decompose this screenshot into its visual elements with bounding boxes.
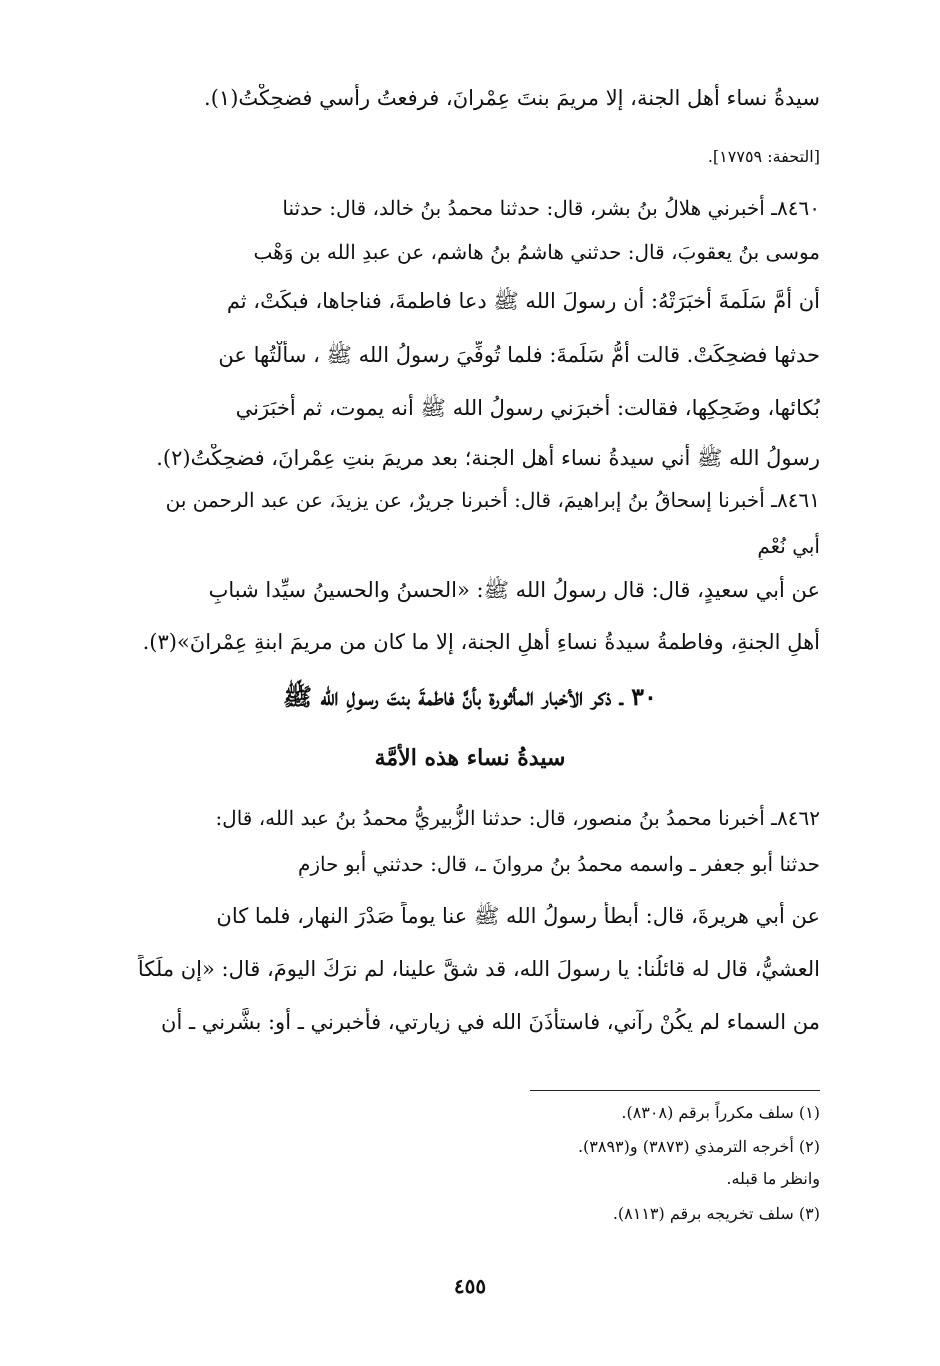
text-line: عن أبي سعيدٍ، قال: قال رسولُ الله ﷺ: «الحسنُ والحسينُ سيِّدا شبابِ	[208, 578, 820, 602]
footnote: (١) سلف مكرراً برقم (٨٣٠٨).	[621, 1103, 820, 1122]
text-line: حدثنا أبو جعفر ـ واسمه محمدُ بنُ مروانَ ـ، قال: حدثني أبو حازمٍ	[297, 852, 820, 876]
page-number: ٤٥٥	[453, 1274, 487, 1298]
chapter-heading-subtitle: سيدةُ نساء هذه الأمَّة	[374, 745, 566, 771]
hadith-8460-opening: ٨٤٦٠ـ أخبرني هلالُ بنُ بشر، قال: حدثنا محمدُ بنُ خالد، قال: حدثنا	[282, 196, 820, 220]
text-line: عن أبي هريرةَ، قال: أبطأَ رسولُ الله ﷺ عنا يوماً صَدْرَ النهار، فلما كان	[216, 904, 820, 928]
text-line: حدثها فضحِكَتْ. قالت أمُّ سَلَمةَ: فلما تُوفِّيَ رسولُ الله ﷺ ، سألْتُها عن	[218, 343, 820, 367]
text-line: العشيُّ، قال له قائلُنا: يا رسولَ الله، قد شقَّ علينا، لم نرَكَ اليومَ، قال: «إن ملَكاً	[137, 957, 820, 981]
footnote: (٣) سلف تخريجه برقم (٨١١٣).	[612, 1204, 820, 1223]
tuhfa-reference: [التحفة: ١٧٧٥٩].	[707, 147, 820, 166]
text-line: رسولُ الله ﷺ أني سيدةُ نساء أهل الجنة؛ بعد مريمَ بنتِ عِمْرانَ، فضحِكْتُ(٢).	[156, 446, 820, 470]
text-line: سيدةُ نساء أهل الجنة، إلا مريمَ بنتَ عِمْرانَ، فرفعتُ رأسي فضحِكْتُ(١).	[204, 86, 820, 110]
chapter-heading: ٣٠ ـ ذكر الأخبار المأثورة بأنَّ فاطمةَ بنتَ رسولِ الله ﷺ	[283, 682, 657, 711]
footnote: وانظر ما قبله.	[726, 1169, 820, 1188]
text-line: أن أمَّ سَلَمةَ أخبَرَتْهُ: أن رسولَ الله ﷺ دعا فاطمةَ، فناجاها، فبكَتْ، ثم	[226, 289, 820, 313]
footnote: (٢) أخرجه الترمذي (٣٨٧٣) و(٣٨٩٣).	[577, 1137, 820, 1156]
hadith-8461-opening: ٨٤٦١ـ أخبرنا إسحاقُ بنُ إبراهيمَ، قال: أخبرنا جريرٌ، عن يزيدَ، عن عبد الرحمن بن	[165, 488, 820, 512]
text-line: بُكائها، وضَحِكِها، فقالت: أخبرَني رسولُ الله ﷺ أنه يموت، ثم أخبَرَني	[235, 396, 820, 420]
hadith-8462-opening: ٨٤٦٢ـ أخبرنا محمدُ بنُ منصور، قال: حدثنا الزُّبيريُّ محمدُ بنُ عبد الله، قال:	[215, 806, 820, 830]
text-line: أبي نُعْمٍ	[757, 534, 820, 558]
footnote-divider	[530, 1090, 820, 1091]
text-line: من السماء لم يكُنْ رآني، فاستأذَنَ الله في زيارتي، فأخبرني ـ أو: بشَّرني ـ أن	[161, 1010, 820, 1034]
text-line: موسى بنُ يعقوبَ، قال: حدثني هاشمُ بنُ هاشم، عن عبدِ الله بن وَهْب	[253, 240, 820, 264]
text-line: أهلِ الجنةِ، وفاطمةُ سيدةُ نساءِ أهلِ الجنة، إلا ما كان من مريمَ ابنةِ عِمْرانَ»(٣).	[142, 630, 820, 654]
